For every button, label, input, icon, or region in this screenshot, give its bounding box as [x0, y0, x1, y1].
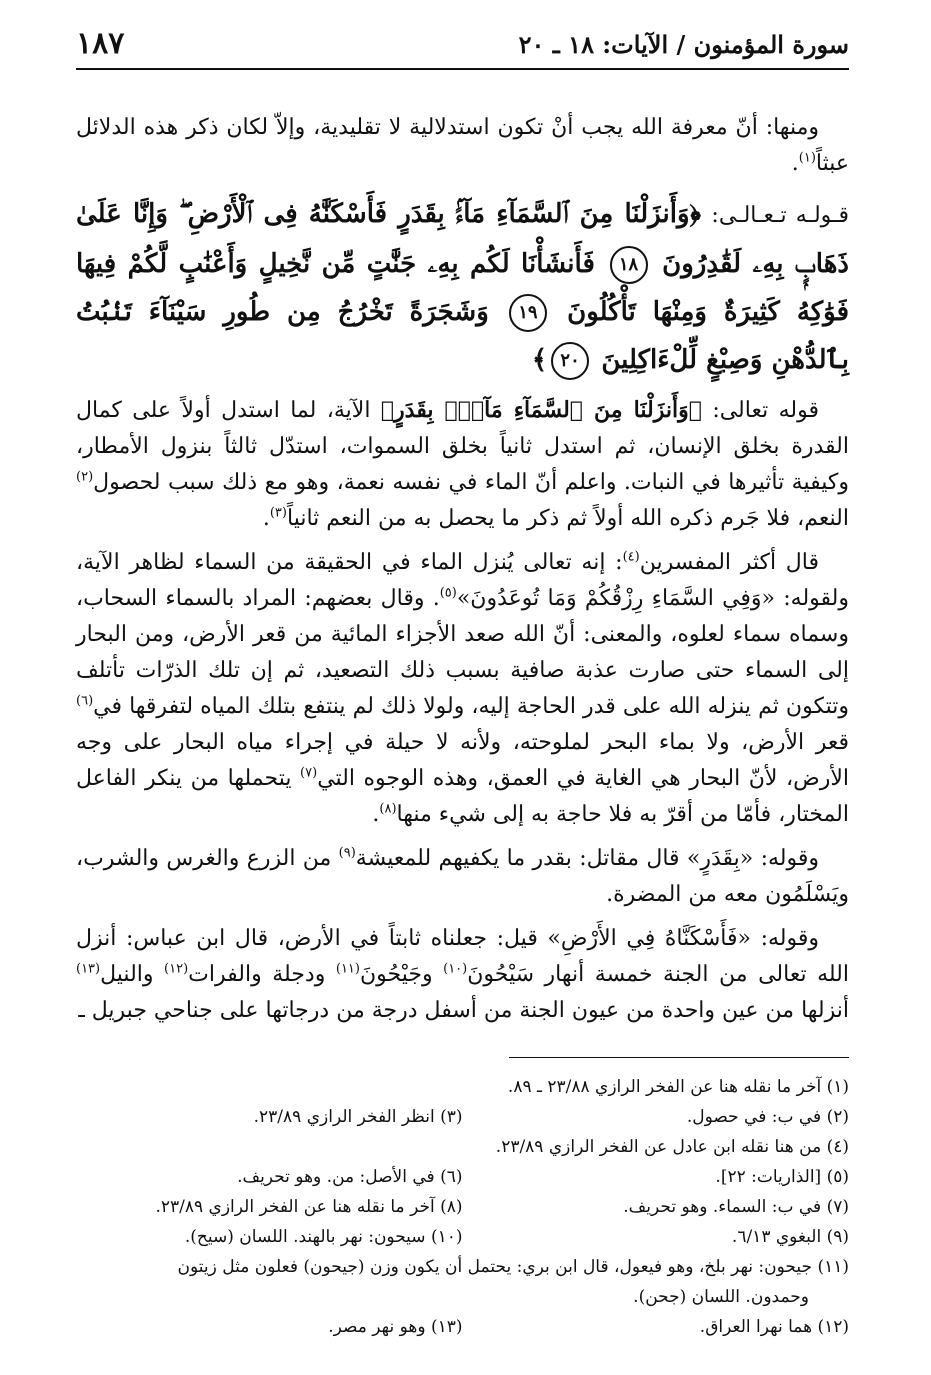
footnote-1: (١) آخر ما نقله هنا عن الفخر الرازي ٢٣/٨٨ ـ ٨٩.	[507, 1077, 849, 1097]
footnote-ref: (١٣)	[76, 961, 101, 977]
footnote-7: (٧) في ب: السماء. وهو تحريف.	[623, 1197, 849, 1217]
footnote-13: (١٣) وهو نهر مصر.	[328, 1317, 463, 1337]
footnote-3: (٣) انظر الفخر الرازي ٢٣/٨٩.	[253, 1107, 463, 1127]
footnote-row	[76, 1282, 849, 1312]
footnote-ref: (٣)	[269, 505, 287, 521]
running-head	[76, 26, 849, 70]
paragraph-text: قال أكثر المفسرين	[639, 550, 819, 575]
paragraph-text: وقوله: «بِقَدَرٍ» قال مقاتل: بقدر ما يكفيهم للمعيشة	[355, 846, 819, 871]
footnote-9: (٩) البغوي ٦/١٣.	[731, 1227, 849, 1247]
paragraph-text: الآية، لما استدل أولاً على كمال القدرة بخلق الإنسان، ثم استدل ثانياً بخلق السموات، استدّل ثالثاً بنزول الأمطار، وكيفية تأثيرها في النبات. واعلم أنّ الماء في نفسه نعمة، وهو مع ذلك سبب لحصول	[76, 398, 849, 495]
paragraph-text: قعر الأرض، ولا بماء البحر لملوحته، ولأنه لا حيلة في إجراء مياه البحار على وجه الأرض، لأنّ البحار هي الغاية في العمق، وهذه الوجوه التي	[76, 730, 850, 791]
paragraph-2	[76, 392, 849, 537]
footnote-row	[76, 1252, 849, 1282]
paragraph-4	[76, 841, 849, 913]
paragraph-text: يتحملها من ينكر الفاعل المختار، فأمّا من أقرّ به فلا حاجة به إلى شيء منها	[76, 766, 849, 827]
quran-verse-block	[76, 190, 849, 384]
paragraph-text: : إنه تعالى يُنزل الماء في الحقيقة من السماء لظاهر الآية، ولقوله: «وَفِي السَّمَاءِ رِزْقُكُمْ وَمَا تُوعَدُونَ»	[76, 550, 849, 611]
verse-text: وَشَجَرَةً تَخْرُجُ مِن طُورِ سَيْنَآءَ تَنۢبُتُ بِٱلدُّهْنِ وَصِبْغٍ لِّلْءَاكِلِينَ	[76, 297, 849, 375]
footnote-row	[76, 1132, 849, 1162]
footnote-ref: (٥)	[439, 585, 457, 601]
paragraph-text: وجَيْحُونَ	[359, 962, 433, 987]
verse-text: فَأَنشَأْنَا لَكُم بِهِۦ جَنَّٰتٍ مِّن نَّخِيلٍ وَأَعْنَٰبٍ لَّكُمْ فِيهَا فَوَٰكِهُ كَثِيرَةٌ وَمِنْهَا تَأْكُلُونَ	[76, 249, 850, 327]
footnote-ref: (٨)	[379, 801, 397, 817]
footnote-10: (١٠) سيحون: نهر بالهند. اللسان (سيح).	[184, 1227, 463, 1247]
verse-intro: قـولـه تـعـالـى:	[711, 203, 849, 228]
verse-quote: ﴿وَأَنزَلْنَا مِنَ ٱلسَّمَآءِ مَآءًۢ بِقَدَرٍ﴾	[380, 397, 702, 423]
footnote-row	[76, 1102, 849, 1132]
verse-close-bracket: ﴾	[531, 345, 548, 375]
chapter-heading: سورة المؤمنون / الآيات: ١٨ ـ ٢٠	[518, 30, 849, 59]
paragraph-text: . وقال بعضهم: المراد بالسماء السحاب، وسماه سماء لعلوه، والمعنى: أنّ الله صعد الأجزاء المائية من قعر الأرض، ومن البحار إلى السماء حتى صارت عذبة صافية بسبب ذلك التصعيد، ثم إن تلك الذرّات تأتلف وتتكون ثم ينزله الله على قدر الحاجة إليه، ولولا ذلك لم ينتفع بتلك المياه لتفرقها في	[76, 586, 849, 719]
paragraph-5	[76, 921, 849, 1029]
footnote-ref: (٢)	[76, 469, 94, 485]
footnote-ref: (٤)	[622, 549, 640, 565]
paragraph-text: ودجلة والفرات	[188, 962, 326, 987]
verse-text: ﴿وَأَنزَلْنَا مِنَ ٱلسَّمَآءِ مَآءًۢ بِقَدَرٍ فَأَسْكَنَّٰهُ فِى ٱلْأَرْضِ ۖ وَإِنَّا عَلَىٰ ذَهَابٍۭ بِهِۦ لَقَٰدِرُونَ	[76, 199, 850, 279]
footnote-row	[76, 1072, 849, 1102]
paragraph-text: وقوله: «فَأَسْكَنَّاهُ فِي الأَرْضِ» قيل: جعلناه ثابتاً في الأرض، قال ابن عباس: أنزل الله تعالى من الجنة خمسة أنهار سَيْحُونَ	[76, 926, 849, 987]
footnote-ref: (٦)	[76, 693, 94, 709]
paragraph-1	[76, 110, 849, 182]
page-number: ١٨٧	[76, 26, 125, 61]
ayah-number-marker: ٢٠	[551, 342, 589, 380]
footnote-5: (٥) [الذاريات: ٢٢].	[715, 1167, 849, 1187]
footnote-ref: (١٠)	[443, 961, 468, 977]
footnote-8: (٨) آخر ما نقله هنا عن الفخر الرازي ٢٣/٨٩.	[155, 1197, 463, 1217]
paragraph-text: والنيل	[100, 962, 154, 987]
footnotes	[76, 1072, 849, 1342]
footnote-row	[76, 1312, 849, 1342]
paragraph-3	[76, 545, 849, 833]
paragraph-text: النعم، فلا جَرم ذكره الله أولاً ثم ذكر ما يحصل به من النعم ثانياً	[286, 506, 849, 531]
footnote-11: (١١) جيحون: نهر بلخ، وهو فيعول، قال ابن بري: يحتمل أن يكون وزن (جيحون) فعلون مثل زيتون	[177, 1257, 849, 1277]
footnote-row	[76, 1192, 849, 1222]
footnote-ref: (٩)	[338, 845, 356, 861]
main-text	[76, 110, 849, 1029]
footnote-row	[76, 1222, 849, 1252]
footnote-2: (٢) في ب: في حصول.	[686, 1107, 849, 1127]
footnote-4: (٤) من هنا نقله ابن عادل عن الفخر الرازي ٢٣/٨٩.	[495, 1137, 849, 1157]
paragraph-text: أنزلها من عين واحدة من عيون الجنة من أسفل درجة من درجاتها على جناحي جبريل ـ	[78, 998, 849, 1023]
paragraph-text: من الزرع والغرس والشرب، ويَسْلَمُون معه من المضرة.	[76, 846, 849, 907]
paragraph-text: ومنها: أنّ معرفة الله يجب أنْ تكون استدلالية لا تقليدية، وإلاّ لكان ذكر هذه الدلائل عبثاً	[76, 115, 849, 176]
footnote-ref: (١)	[798, 150, 816, 166]
footnote-ref: (١٢)	[164, 961, 189, 977]
paragraph-lead: قوله تعالى:	[712, 398, 819, 423]
footnote-row	[76, 1162, 849, 1192]
paragraph-end: .	[262, 506, 270, 531]
footnote-12: (١٢) هما نهرا العراق.	[699, 1317, 849, 1337]
footnote-divider	[509, 1057, 849, 1058]
ayah-number-marker: ١٩	[509, 294, 547, 332]
footnote-ref: (١١)	[335, 961, 360, 977]
footnote-6: (٦) في الأصل: من. وهو تحريف.	[237, 1167, 463, 1187]
footnote-ref: (٧)	[300, 765, 318, 781]
footnote-11-continued: وحمدون. اللسان (جحن).	[633, 1287, 809, 1307]
paragraph-end: .	[372, 802, 380, 827]
paragraph-end: .	[791, 151, 799, 176]
ayah-number-marker: ١٨	[610, 246, 648, 284]
